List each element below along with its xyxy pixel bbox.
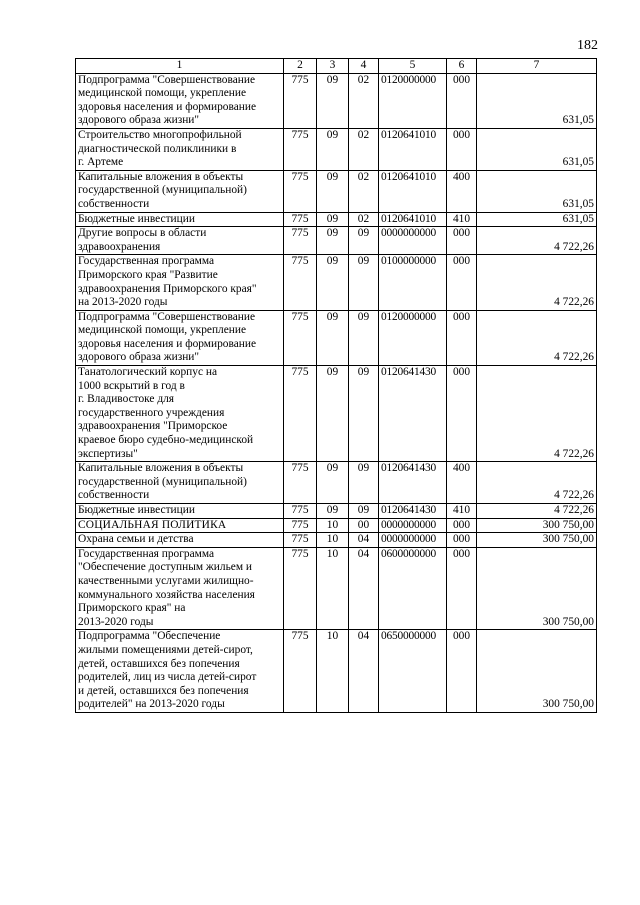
row-target-article: 0120641430 (379, 366, 447, 462)
row-subsection: 09 (349, 366, 379, 462)
row-amount: 4 722,26 (477, 462, 597, 504)
row-target-article: 0120641010 (379, 212, 447, 227)
row-section: 09 (317, 73, 349, 128)
header-col-3: 3 (317, 59, 349, 74)
row-expense-type: 410 (447, 212, 477, 227)
row-target-article: 0600000000 (379, 547, 447, 630)
row-section: 09 (317, 128, 349, 170)
row-ministry: 775 (284, 170, 317, 212)
row-amount: 4 722,26 (477, 255, 597, 310)
row-ministry: 775 (284, 547, 317, 630)
row-expense-type: 000 (447, 630, 477, 713)
row-section: 09 (317, 504, 349, 519)
row-amount: 300 750,00 (477, 533, 597, 548)
header-col-5: 5 (379, 59, 447, 74)
row-target-article: 0000000000 (379, 518, 447, 533)
row-ministry: 775 (284, 212, 317, 227)
row-section: 10 (317, 547, 349, 630)
table-row (76, 547, 597, 630)
row-ministry: 775 (284, 504, 317, 519)
row-target-article: 0120641010 (379, 170, 447, 212)
page-number: 182 (577, 38, 598, 53)
row-subsection: 09 (349, 504, 379, 519)
header-row (76, 59, 597, 74)
header-col-7: 7 (477, 59, 597, 74)
row-name: СОЦИАЛЬНАЯ ПОЛИТИКА (76, 518, 284, 533)
row-expense-type: 000 (447, 547, 477, 630)
row-target-article: 0120000000 (379, 310, 447, 365)
row-amount: 300 750,00 (477, 630, 597, 713)
budget-table (75, 58, 597, 713)
row-target-article: 0120641430 (379, 462, 447, 504)
table-row (76, 227, 597, 255)
row-section: 09 (317, 212, 349, 227)
row-target-article: 0000000000 (379, 533, 447, 548)
row-subsection: 04 (349, 547, 379, 630)
row-section: 09 (317, 255, 349, 310)
row-amount: 300 750,00 (477, 547, 597, 630)
header-col-6: 6 (447, 59, 477, 74)
row-amount: 4 722,26 (477, 227, 597, 255)
row-expense-type: 410 (447, 504, 477, 519)
table-row (76, 518, 597, 533)
row-subsection: 09 (349, 255, 379, 310)
row-subsection: 02 (349, 170, 379, 212)
row-amount: 631,05 (477, 128, 597, 170)
table-row (76, 310, 597, 365)
row-ministry: 775 (284, 227, 317, 255)
row-section: 10 (317, 518, 349, 533)
table-row (76, 630, 597, 713)
row-name: Государственная программа Приморского края "Развитие здравоохранения Приморского края" на 2013-2020 годы (76, 255, 284, 310)
row-amount: 4 722,26 (477, 310, 597, 365)
row-expense-type: 000 (447, 533, 477, 548)
row-ministry: 775 (284, 518, 317, 533)
row-target-article: 0120641010 (379, 128, 447, 170)
row-amount: 631,05 (477, 212, 597, 227)
row-name: Бюджетные инвестиции (76, 504, 284, 519)
row-ministry: 775 (284, 462, 317, 504)
row-ministry: 775 (284, 630, 317, 713)
table-row (76, 255, 597, 310)
row-name: Другие вопросы в области здравоохранения (76, 227, 284, 255)
row-expense-type: 000 (447, 227, 477, 255)
row-target-article: 0100000000 (379, 255, 447, 310)
row-name: Танатологический корпус на 1000 вскрытий в год в г. Владивостоке для государственного учреждения здравоохранения "Приморское краевое бюро судебно-медицинской экспертизы" (76, 366, 284, 462)
row-amount: 4 722,26 (477, 366, 597, 462)
row-subsection: 09 (349, 227, 379, 255)
table-row (76, 366, 597, 462)
row-expense-type: 400 (447, 462, 477, 504)
table-row (76, 462, 597, 504)
row-expense-type: 400 (447, 170, 477, 212)
table-row (76, 128, 597, 170)
row-subsection: 09 (349, 462, 379, 504)
row-expense-type: 000 (447, 255, 477, 310)
table-row (76, 212, 597, 227)
row-expense-type: 000 (447, 73, 477, 128)
row-amount: 300 750,00 (477, 518, 597, 533)
row-target-article: 0120000000 (379, 73, 447, 128)
row-section: 09 (317, 227, 349, 255)
row-target-article: 0000000000 (379, 227, 447, 255)
row-name: Подпрограмма "Совершенствование медицинской помощи, укрепление здоровья населения и формирование здорового образа жизни" (76, 73, 284, 128)
row-section: 10 (317, 533, 349, 548)
row-ministry: 775 (284, 310, 317, 365)
row-section: 10 (317, 630, 349, 713)
row-subsection: 09 (349, 310, 379, 365)
row-name: Бюджетные инвестиции (76, 212, 284, 227)
table-row (76, 73, 597, 128)
row-expense-type: 000 (447, 310, 477, 365)
row-ministry: 775 (284, 533, 317, 548)
table-row (76, 504, 597, 519)
row-name: Капитальные вложения в объекты государственной (муниципальной) собственности (76, 462, 284, 504)
row-expense-type: 000 (447, 518, 477, 533)
row-section: 09 (317, 366, 349, 462)
row-ministry: 775 (284, 255, 317, 310)
row-subsection: 04 (349, 630, 379, 713)
row-expense-type: 000 (447, 128, 477, 170)
row-name: Охрана семьи и детства (76, 533, 284, 548)
row-section: 09 (317, 310, 349, 365)
row-section: 09 (317, 170, 349, 212)
row-amount: 631,05 (477, 170, 597, 212)
row-subsection: 02 (349, 128, 379, 170)
header-col-4: 4 (349, 59, 379, 74)
row-expense-type: 000 (447, 366, 477, 462)
row-name: Подпрограмма "Обеспечение жилыми помещениями детей-сирот, детей, оставшихся без попечения родителей, лиц из числа детей-сирот и детей, оставшихся без попечения родителей" на 2013-2020 годы (76, 630, 284, 713)
row-name: Подпрограмма "Совершенствование медицинской помощи, укрепление здоровья населения и формирование здорового образа жизни" (76, 310, 284, 365)
header-col-1: 1 (76, 59, 284, 74)
table-row (76, 170, 597, 212)
row-name: Капитальные вложения в объекты государственной (муниципальной) собственности (76, 170, 284, 212)
row-subsection: 02 (349, 73, 379, 128)
row-subsection: 00 (349, 518, 379, 533)
row-amount: 4 722,26 (477, 504, 597, 519)
row-ministry: 775 (284, 73, 317, 128)
row-subsection: 02 (349, 212, 379, 227)
row-name: Строительство многопрофильной диагностической поликлиники в г. Артеме (76, 128, 284, 170)
row-amount: 631,05 (477, 73, 597, 128)
row-target-article: 0120641430 (379, 504, 447, 519)
row-name: Государственная программа "Обеспечение доступным жильем и качественными услугами жилищно- коммунального хозяйства населения Приморского края" на 2013-2020 годы (76, 547, 284, 630)
row-subsection: 04 (349, 533, 379, 548)
row-ministry: 775 (284, 128, 317, 170)
row-ministry: 775 (284, 366, 317, 462)
table-row (76, 533, 597, 548)
row-section: 09 (317, 462, 349, 504)
header-col-2: 2 (284, 59, 317, 74)
row-target-article: 0650000000 (379, 630, 447, 713)
